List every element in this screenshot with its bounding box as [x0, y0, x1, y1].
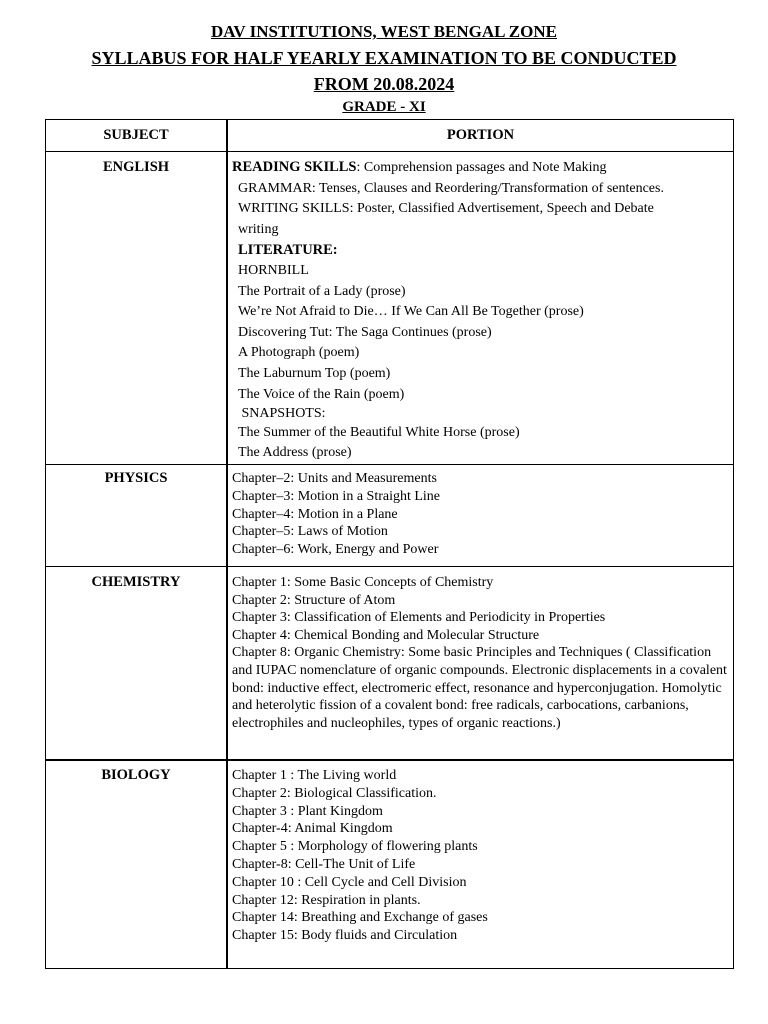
list-item: Chapter 5 : Morphology of flowering plants [232, 839, 478, 855]
list-item: Chapter–2: Units and Measurements [232, 471, 437, 486]
list-item: Chapter 10 : Cell Cycle and Cell Division [232, 874, 467, 890]
portion-english [232, 157, 727, 462]
list-item: Chapter 3 : Plant Kingdom [232, 803, 383, 819]
list-item: Chapter 15: Body fluids and Circulation [232, 928, 458, 944]
list-item: Chapter 14: Breathing and Exchange of gases [232, 910, 488, 926]
list-item: The Portrait of a Lady (prose) [238, 283, 406, 299]
list-item: Chapter-8: Cell-The Unit of Life [232, 856, 416, 872]
list-item: SNAPSHOTS: [238, 406, 326, 422]
list-item: WRITING SKILLS: Poster, Classified Advertisement, Speech and Debate [238, 201, 654, 217]
list-item: Chapter 2: Biological Classification. [232, 785, 437, 801]
portion-chemistry [232, 574, 727, 732]
list-item: Chapter 2: Structure of Atom [232, 592, 396, 608]
subject-biology: BIOLOGY [101, 767, 171, 783]
list-item: Chapter–3: Motion in a Straight Line [232, 488, 441, 504]
list-item: Chapter 1: Some Basic Concepts of Chemistry [232, 575, 494, 590]
header-title: SYLLABUS FOR HALF YEARLY EXAMINATION TO BE CONDUCTED [91, 48, 677, 68]
list-item: Discovering Tut: The Saga Continues (prose) [238, 324, 492, 340]
row-divider [46, 566, 733, 567]
column-header-subject: SUBJECT [103, 127, 169, 143]
list-item: Chapter 8: Organic Chemistry: Some basic Principles and Techniques ( Classification and IUPAC nomenclature of organic compounds. Electronic displacements in a covalent bond: inductive effect, electromeric effect, resonance and hyperconjugation. Homolytic and heterolytic fission of a covalent bond: free radicals, carbocations, carbanions, electrophiles and nucleophiles, types of organic reactions.) [232, 645, 727, 731]
list-item: A Photograph (poem) [238, 345, 360, 361]
list-item: Chapter–6: Work, Energy and Power [232, 542, 439, 558]
reading-skills-line: READING SKILLS: Comprehension passages and Note Making [232, 159, 607, 175]
literature-heading: LITERATURE: [238, 242, 338, 259]
list-item: The Laburnum Top (poem) [238, 365, 391, 381]
syllabus-table [45, 119, 734, 969]
list-item: We’re Not Afraid to Die… If We Can All Be Together (prose) [238, 304, 584, 320]
subject-physics: PHYSICS [104, 470, 168, 486]
portion-physics [232, 470, 727, 559]
subject-english: ENGLISH [102, 159, 170, 175]
list-item: GRAMMAR: Tenses, Clauses and Reordering/Transformation of sentences. [238, 180, 664, 196]
list-item: Chapter 4: Chemical Bonding and Molecular Structure [232, 627, 540, 643]
portion-biology [232, 767, 727, 945]
list-item: Chapter–5: Laws of Motion [232, 524, 388, 540]
list-item: Chapter-4: Animal Kingdom [232, 821, 393, 837]
list-item: The Summer of the Beautiful White Horse (prose) [238, 425, 520, 441]
subject-chemistry: CHEMISTRY [91, 574, 181, 590]
row-divider [46, 759, 733, 761]
column-header-portion: PORTION [446, 127, 515, 143]
header-institution: DAV INSTITUTIONS, WEST BENGAL ZONE [211, 22, 557, 41]
list-item: Chapter 1 : The Living world [232, 768, 397, 783]
column-divider [226, 120, 228, 968]
list-item: Chapter 3: Classification of Elements and Periodicity in Properties [232, 610, 606, 626]
list-item: The Voice of the Rain (poem) [238, 386, 405, 402]
header-grade: GRADE - XI [342, 99, 426, 115]
list-item: writing [238, 221, 279, 237]
list-item: Chapter 12: Respiration in plants. [232, 892, 421, 908]
list-item: HORNBILL [238, 262, 309, 278]
header-date: FROM 20.08.2024 [313, 74, 455, 94]
row-divider [46, 464, 733, 465]
row-divider [46, 151, 733, 152]
list-item: Chapter–4: Motion in a Plane [232, 506, 398, 522]
list-item: The Address (prose) [238, 444, 352, 460]
